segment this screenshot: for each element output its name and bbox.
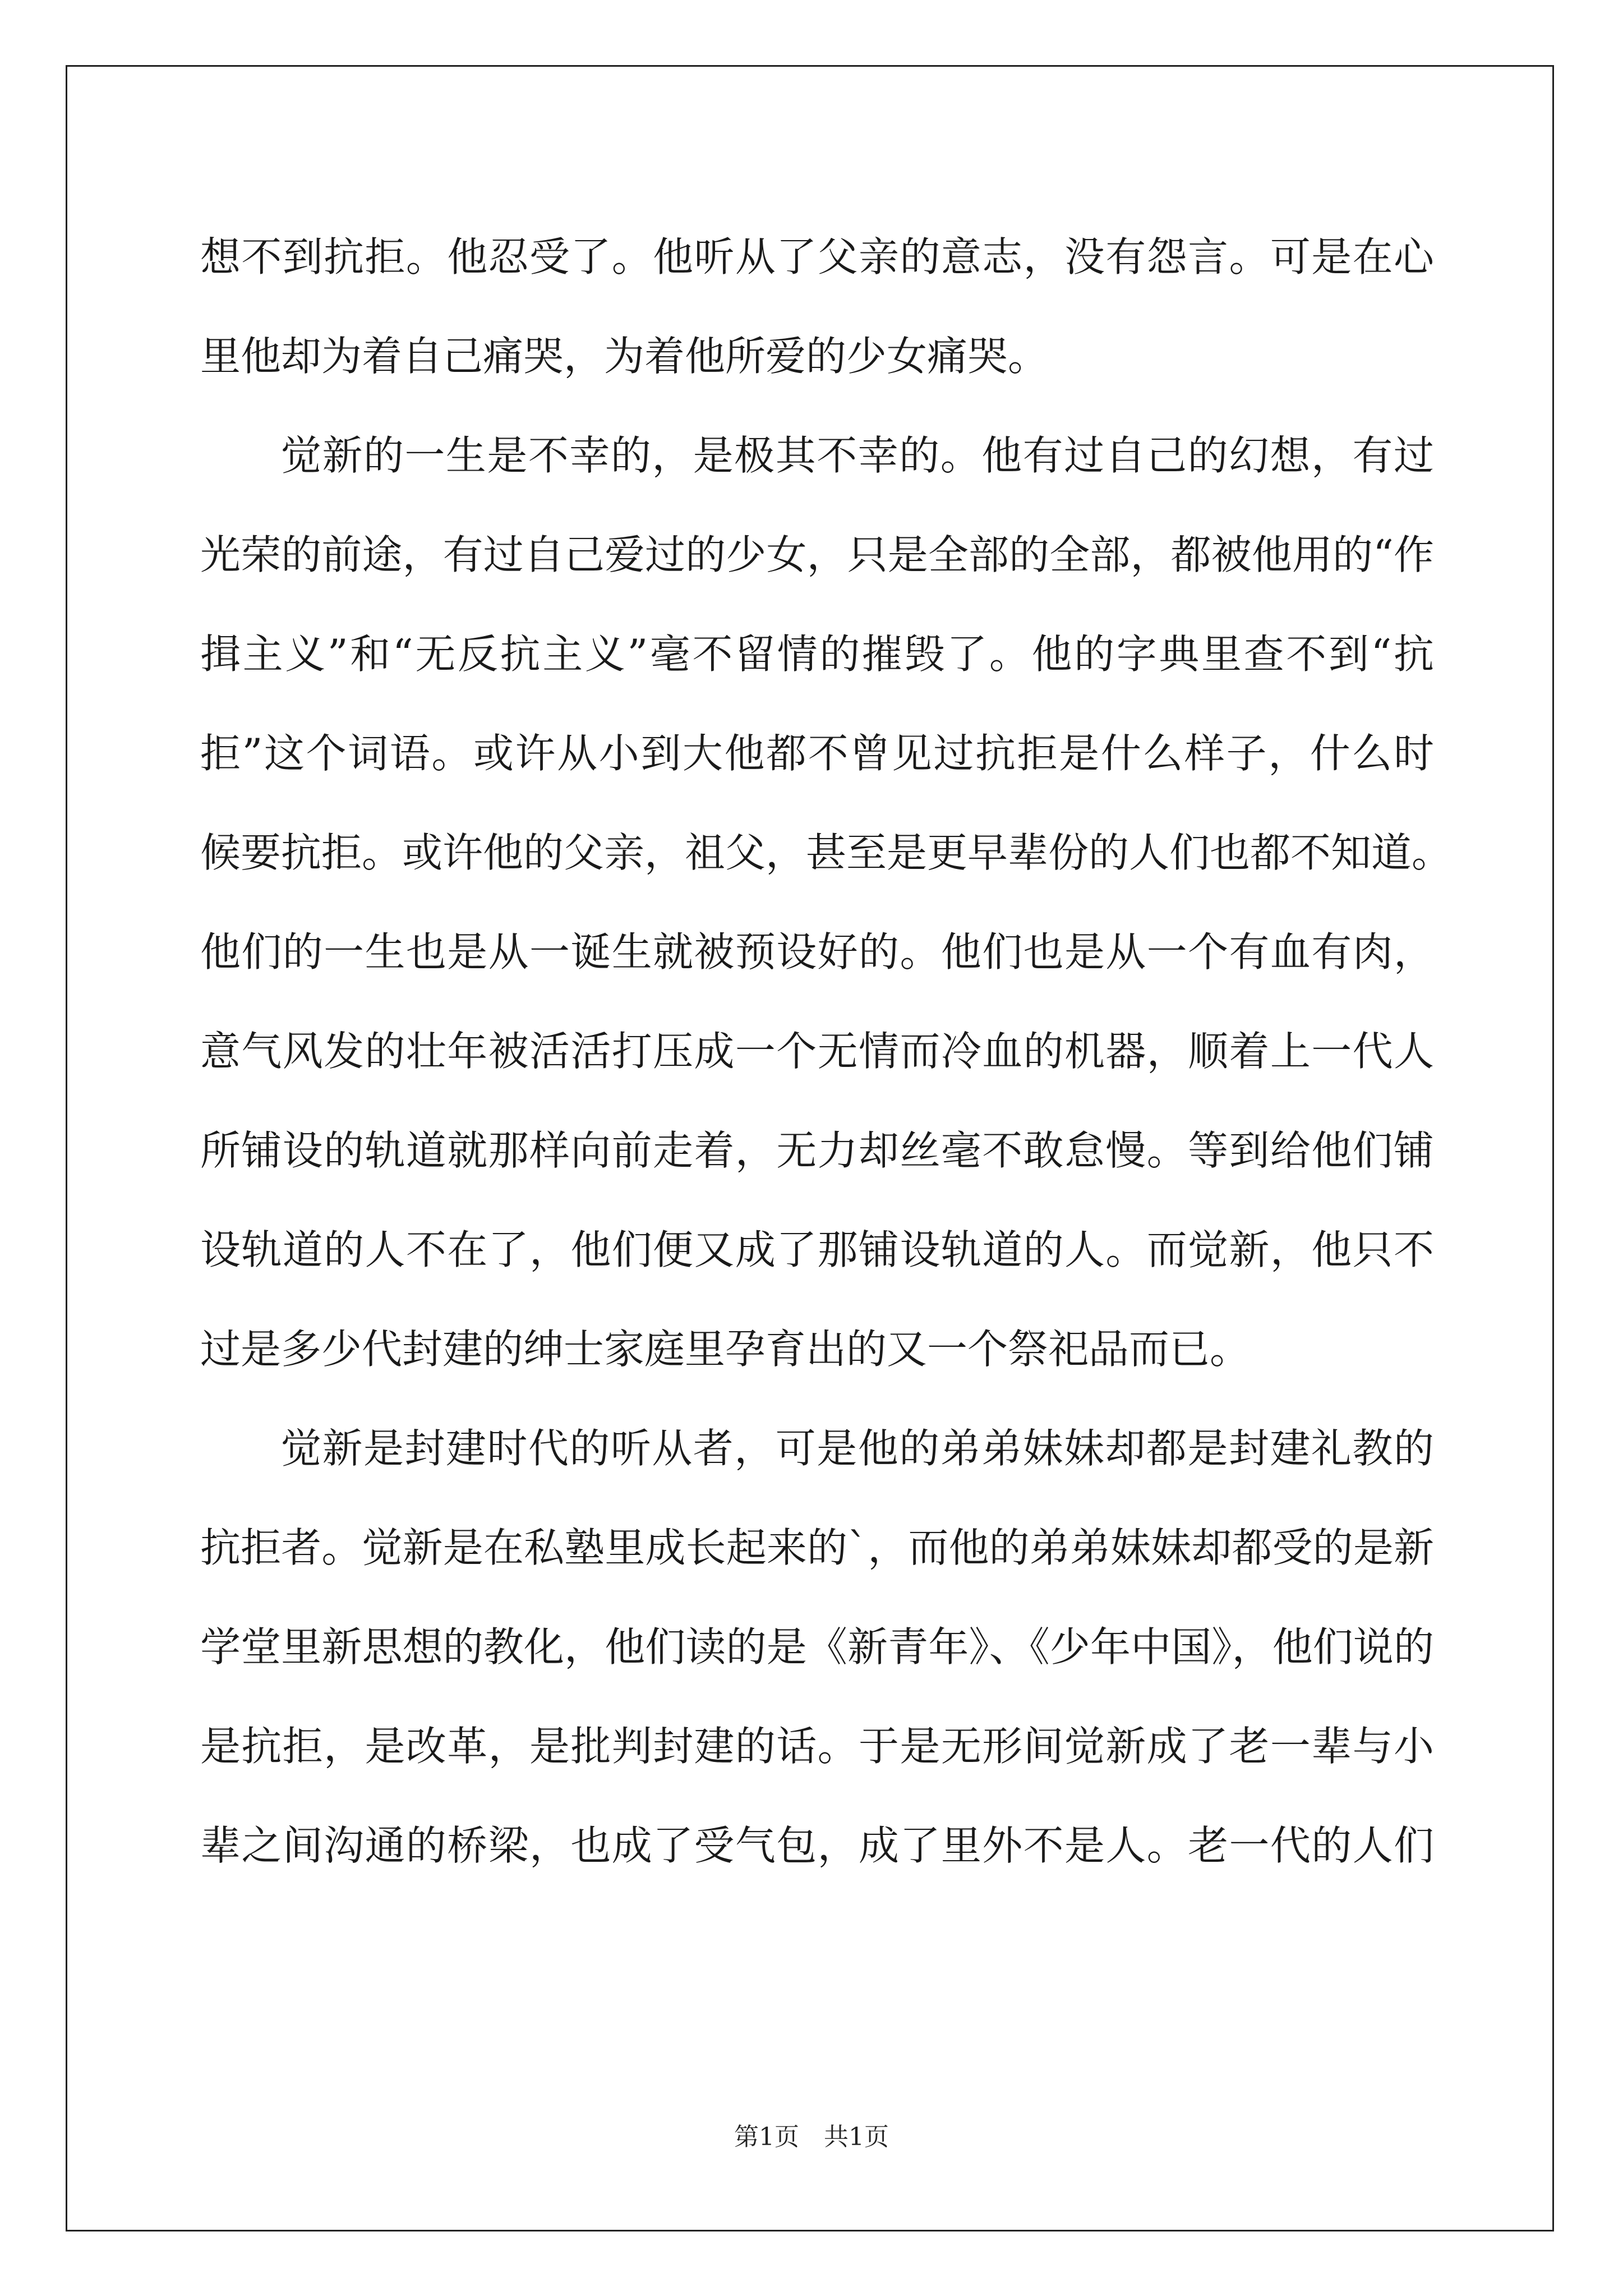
- text-line: 辈之间沟通的桥梁，也成了受气包，成了里外不是人。老一代的人们: [200, 1822, 1434, 1869]
- text-line: 他们的一生也是从一诞生就被预设好的。他们也是从一个有血有肉，: [200, 928, 1434, 976]
- text-line: 里他却为着自己痛哭，为着他所爱的少女痛哭。: [200, 333, 1049, 380]
- text-line: 候要抗拒。或许他的父亲，祖父，甚至是更早辈份的人们也都不知道。: [200, 829, 1453, 876]
- body-text: [200, 208, 1453, 1895]
- text-line: 学堂里新思想的教化，他们读的是《新青年》、《少年中国》，他们说的: [200, 1623, 1434, 1671]
- text-line: 想不到抗拒。他忍受了。他听从了父亲的意志，没有怨言。可是在心: [200, 233, 1434, 280]
- paragraph-start-line: 觉新是封建时代的听从者，可是他的弟弟妹妹却都是封建礼教的: [281, 1425, 1434, 1472]
- text-line: 意气风发的壮年被活活打压成一个无情而冷血的机器，顺着上一代人: [200, 1028, 1434, 1075]
- page-footer: 第1页 共1页: [734, 2123, 889, 2151]
- text-line: 过是多少代封建的绅士家庭里孕育出的又一个祭祀品而已。: [200, 1326, 1251, 1373]
- paragraph-start-line: 觉新的一生是不幸的，是极其不幸的。他有过自己的幻想，有过: [281, 432, 1434, 479]
- text-line: 抗拒者。觉新是在私塾里成长起来的`，而他的弟弟妹妹却都受的是新: [200, 1524, 1434, 1571]
- text-line: 拒”这个词语。或许从小到大他都不曾见过抗拒是什么样子，什么时: [200, 730, 1434, 777]
- text-line: 是抗拒，是改革，是批判封建的话。于是无形间觉新成了老一辈与小: [200, 1723, 1434, 1770]
- text-line: 揖主义”和“无反抗主义”毫不留情的摧毁了。他的字典里查不到“抗: [200, 631, 1434, 678]
- text-line: 光荣的前途，有过自己爱过的少女，只是全部的全部，都被他用的“作: [200, 531, 1434, 578]
- text-line: 所铺设的轨道就那样向前走着，无力却丝毫不敢怠慢。等到给他们铺: [200, 1127, 1434, 1174]
- text-line: 设轨道的人不在了，他们便又成了那铺设轨道的人。而觉新，他只不: [200, 1226, 1434, 1273]
